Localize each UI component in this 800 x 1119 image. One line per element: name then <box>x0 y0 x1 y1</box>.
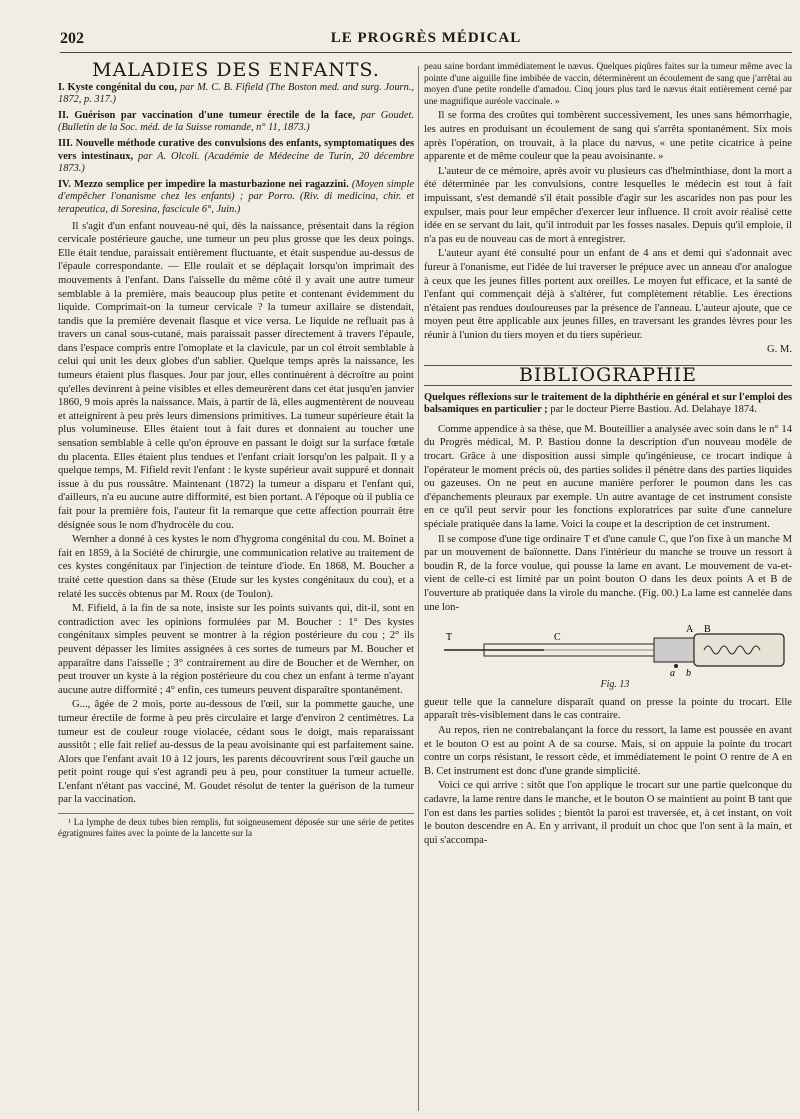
figure-label-t: T <box>446 632 453 644</box>
entry-1 <box>58 82 414 107</box>
running-head <box>60 30 792 53</box>
section-title-maladies: MALADIES DES ENFANTS. <box>92 62 380 81</box>
trocar-illustration <box>424 622 792 678</box>
bibliography-title: Quelques réflexions sur le traitement de la diphthérie en général et sur l'emploi des balsamiques en particulier ; <box>424 391 792 416</box>
entry-number: II. <box>58 109 69 121</box>
entry-4 <box>58 179 414 217</box>
body-paragraph: L'auteur ayant été consulté pour un enfant de 4 ans et demi qui s'adonnait avec fureur à l'onanisme, eut l'idée de lui traverser le prépuce avec un anneau d'or analogue à ceux que les jeunes filles portent aux oreilles. Le moyen fut efficace, et la santé de l'enfant qui commençait déjà à s'altérer, fut complètement rétablie. Les érections n'étaient pas rendues douloureuses par la présence de l'anneau. L'auteur ajoute, que ce moyen peut être applicable aux jeunes filles, en traversant les grandes lèvres pour les réunir à l'union du tiers moyen et du tiers supérieur. <box>424 248 792 341</box>
trocar-figure <box>424 622 792 692</box>
body-paragraph: Il se forma des croûtes qui tombèrent successivement, les unes sans hémorrhagie, les autres en produisant un écoulement de sang qui s'arrêta spontanément. Six mois après l'opération, on trouvait, à la place du nævus, « une petite cicatrice à peine apparente et de même couleur que la peau avoisinante. » <box>424 110 792 163</box>
body-paragraph: Il se compose d'une tige ordinaire T et d'une canule C, que l'on fixe à un manche M par un mouvement de baïonnette. Dans l'intérieur du manche se trouve un ressort à boudin R, de la force voulue, qui pousse la lame en avant. Le mouvement de va-et-vient de celle-ci est limité par un point bouton O dans les deux points A et B de l'ouverture ab pratiquée dans la virole du manche. (Fig. 00.) La lame est cannelée dans une lon- <box>424 533 792 613</box>
entry-title: Kyste congénital du cou, <box>67 81 177 93</box>
entry-title: Nouvelle méthode curative des convulsions des enfants, symptomatiques des vers intestinaux, <box>58 137 414 162</box>
body-paragraph: G..., âgée de 2 mois, porte au-dessous de l'œil, sur la pommette gauche, une tumeur érectile de forme à peu près circulaire et large d'environ 2 centimètres. La tumeur est de couleur rouge violacée, cédant sous le doigt, mais reparaissant aussitôt ; elle fait relief au-dessus de la peau avoisinante qui est parfaitement saine. Alors que l'enfant avait 10 à 12 jours, les parents découvrirent sous l'œil gauche un petit point rouge qui s'est agrandi peu à peu, pour constituer la tumeur actuelle. L'enfant n'étant pas vacciné, M. Goudet résolut de tenter la guérison de la tumeur par la vaccination. <box>58 699 414 806</box>
figure-label-a: A <box>686 624 694 636</box>
entry-number: IV. <box>58 178 71 190</box>
figure-caption: Fig. 13 <box>600 679 630 691</box>
page-number: 202 <box>60 30 84 47</box>
footnote-text: ¹ La lymphe de deux tubes bien remplis, fut soigneusement déposée sur une série de petites égratignures faites avec la pointe de la lancette sur la <box>58 817 414 839</box>
column-divider <box>418 66 419 1111</box>
entry-3 <box>58 138 414 176</box>
entry-number: III. <box>58 137 73 149</box>
bibliography-reference: par le docteur Pierre Bastiou. Ad. Delahaye 1874. <box>550 404 757 416</box>
body-paragraph: Voici ce qui arrive : sitôt que l'on applique le trocart sur une partie quelconque du cadavre, la lame rentre dans le manche, et le bouton O se maintient au point B tant que l'on est dans les parties solides ; bientôt la paroi est traversée, et, à cet instant, on voit le bouton descendre en A. En y arrivant, il produit un choc que l'on sent à la main, et qui s'accompa- <box>424 780 792 846</box>
right-column <box>424 62 792 1112</box>
bibliography-entry-heading <box>424 392 792 417</box>
figure-label-b: B <box>704 624 711 636</box>
entry-title: Mezzo semplice per impedire la masturbazione nei ragazzini. <box>74 178 349 190</box>
figure-label-b-lower: b <box>686 668 691 679</box>
author-signature: G. M. <box>766 344 792 356</box>
entry-reference: par A. Olcoli. (Académie de Médecine de Turin, 20 décembre 1873.) <box>58 150 414 175</box>
journal-title: LE PROGRÈS MÉDICAL <box>330 30 522 46</box>
body-paragraph: Comme appendice à sa thèse, que M. Bouteillier a analysée avec soin dans le n° 14 du Progrès médical, M. P. Bastiou donne la description d'un nouveau modèle de trocart. Grâce à une disposition aussi simple qu'ingénieuse, ce trocart indique à l'opérateur le moment précis où, des parties solides il pénètre dans des parties liquides ou gazeuses. On ne peut en aucune manière perforer le poumon dans les cas d'épanchements pleuraux par exemple. Un autre avantage de cet instrument consiste en ce qu'il peut servir pour les fonctions exploratrices par suite d'une cannelure spéciale pratiquée dans la lame. Voici la coupe et la description de cet instrument. <box>424 423 792 530</box>
body-paragraph: gueur telle que la cannelure disparaît quand on presse la pointe du trocart. Elle apparaît très-visiblement dans le cas contraire. <box>424 696 792 722</box>
body-paragraph: Wernher a donné à ces kystes le nom d'hygroma congénital du cou. M. Boinet a fait en 1859, à la Société de chirurgie, une communication relative au traitement de ces kystes congénitaux par l'injection de teinture d'iode. En 1868, M. Boucher a traité cette question dans sa thèse (Etude sur les kystes congénitaux du cou), et a relaté les succès obtenus par M. Roux (de Toulon). <box>58 534 414 600</box>
entry-2 <box>58 110 414 135</box>
entry-reference: par M. C. B. Fifield (The Boston med. and surg. Journ., 1872, p. 317.) <box>58 81 414 106</box>
entry-reference: (Moyen simple d'empêcher l'onanisme chez les enfants) ; par Porro. (Riv. di medicina, chir. et terapeutica, di Soresina, fascicule 6°, Juin.) <box>58 178 414 215</box>
footnote <box>58 813 414 840</box>
entry-number: I. <box>58 81 65 93</box>
body-paragraph: Il s'agit d'un enfant nouveau-né qui, dès la naissance, présentait dans la région cervicale postérieure gauche, une tumeur un peu plus grosse que les deux poings. Elle était tendue, paraissait entièrement fluctuante, et était suspendue au-dessus de l'épaule correspondante. — Elle roulait et se déplaçait lorsqu'on imprimait des mouvements à l'enfant. Dans l'aisselle du même côté il y avait une autre tumeur semblable à la première, mais beaucoup plus petite et contenant évidemment du liquide. Comprimait-on la tumeur cervicale ? la tumeur axillaire se distendait, tandis que la première devenait flasque et vice versa. Le liquide ne refluait pas à travers un canal sous-cutané, mais paraissait passer directement à travers l'épaule, dans l'espace compris entre l'omoplate et la clavicule, par un col étroit semblable à celui qui unit les deux globes d'un sablier. Quelque temps après la naissance, les tumeurs étaient plus flasques. Jour par jour, elles continuèrent à décroître au point qu'elles devinrent à peine visibles et elles demeurèrent dans cet état jusqu'en janvier 1860, 9 mois après la naissance. Mais, à partir de là, elles augmentèrent de nouveau et atteignirent à peu près leurs dimensions primitives. La tumeur supérieure était la plus volumineuse. Elles étaient tout à fait dures et donnaient au toucher une sensation semblable à celle qu'on éprouve en passant le doigt sur la surface fœtale du placenta. Elles étaient plus tendues et l'enfant criait lorsqu'on les palpait. Il y a quelque temps, M. Fifield revit l'enfant : le kyste supérieur avait suppuré et donnait issue à du pus roussâtre. Maintenant (1872) la tumeur a disparu et l'enfant qui, d'ailleurs, n'a eu aucune autre difformité, est bien portant. A l'époque où il publia ce fait pour la première fois, l'auteur fit la remarque que cette affection pourrait être désignée sous le nom d'hydrocèle du cou. <box>58 220 414 531</box>
footnote-continuation: peau saine bordant immédiatement le nævus. Quelques piqûres faites sur la tumeur même avec la pointe d'une aiguille fine imbibée de vaccin, déterminèrent un écoulement de sang que j'arrêtai au moyen d'une petite rondelle d'amadou. Cinq jours plus tard le nævus était entièrement cerné par une magnifique auréole vaccinale. » <box>424 62 792 107</box>
left-column <box>58 62 414 1112</box>
entry-title: Guérison par vaccination d'une tumeur érectile de la face, <box>74 109 356 121</box>
figure-label-c: C <box>554 632 561 644</box>
figure-label-a-lower: a <box>670 668 675 679</box>
body-paragraph: L'auteur de ce mémoire, après avoir vu plusieurs cas d'helminthiase, dont la mort a été déterminée par les convulsions, contre lesquelles le médecin est tout à fait impuissant, s'est demandé s'il était possible d'agir sur les ascarides non pas pour les expulser, mais pour leur empêcher d'exercer leur influence. Il croit avoir réalisé cette idée en se servant du lait, qu'il introduit par les fosses nasales. Depuis qu'il emploie, il n'a pas eu de nouveau cas de mort à enregistrer. <box>424 165 792 245</box>
body-paragraph: Au repos, rien ne contrebalançant la force du ressort, la lame est poussée en avant et le bouton O est au point A de sa course. Mais, si on appuie la pointe du trocart contre un corps résistant, le ressort cède, et immédiatement le point O rentre de A en B. Cet instrument est donc d'une grande simplicité. <box>424 724 792 777</box>
section-title-bibliographie: BIBLIOGRAPHIE <box>424 365 792 386</box>
entry-reference: par Goudet. (Bulletin de la Soc. méd. de la Suisse romande, n° 11, 1873.) <box>58 109 414 134</box>
body-paragraph: M. Fifield, à la fin de sa note, insiste sur les points suivants qui, dit-il, sont en contradiction avec les opinions formulées par M. Boucher : 1° Des kystes congénitaux simples peuvent se montrer à la région postérieure du cou ; 2° ils peuvent dépasser les limites assignées à ces sortes de tumeurs par M. Boucher et apparaître dans l'aisselle ; 3° contrairement au dire de Boucher et de Wernher, on peut trouver un kyste à la région postérieure du cou chez un enfant à terme n'ayant aucune autre difformité ; 4° enfin, ces tumeurs peuvent disparaître spontanément. <box>58 603 414 696</box>
